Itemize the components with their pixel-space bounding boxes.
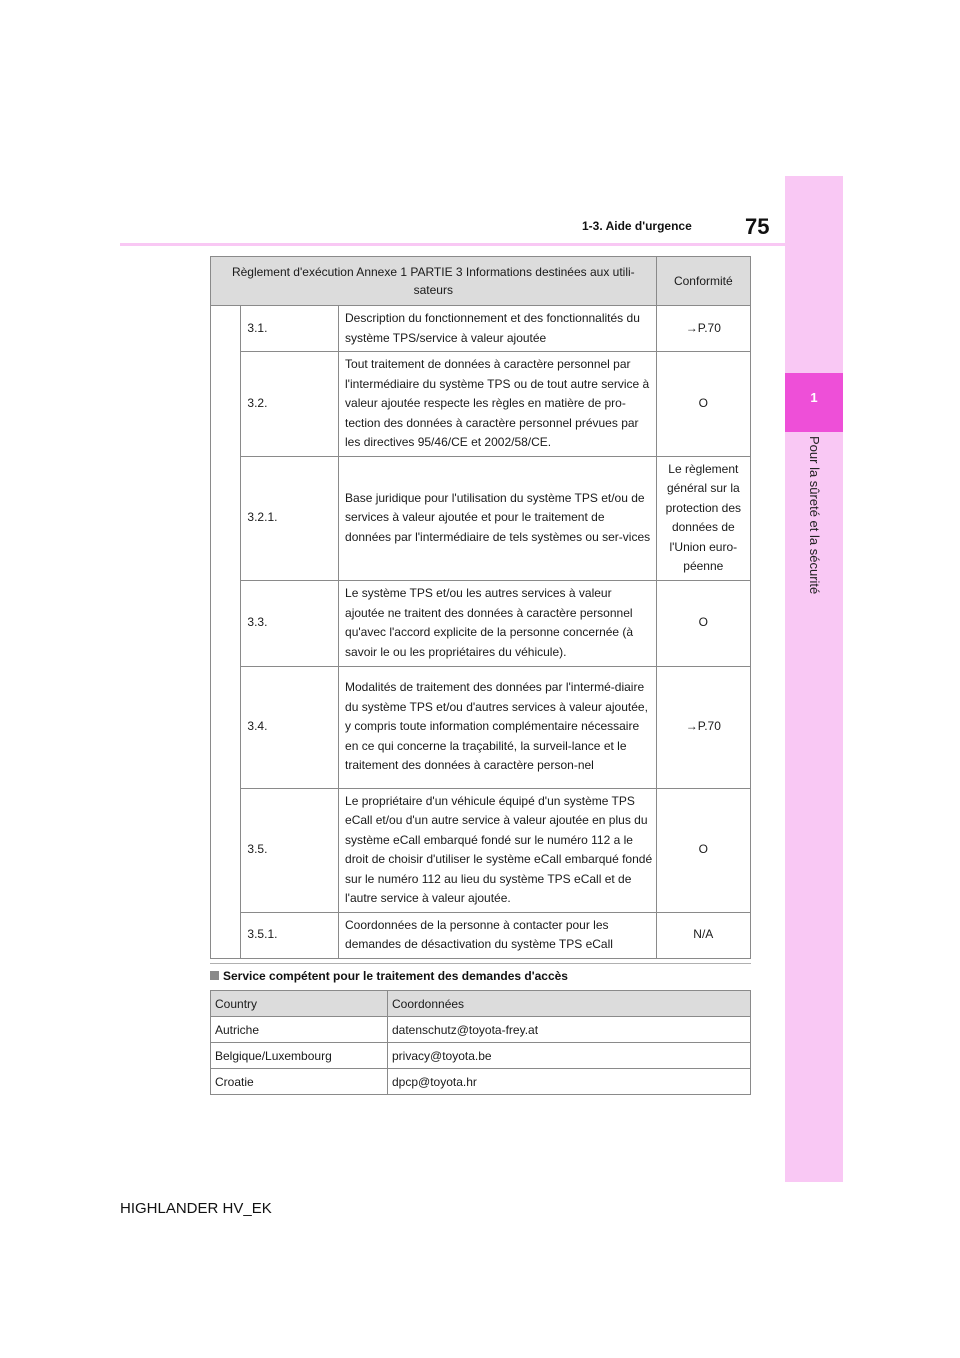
table-header-row	[211, 991, 751, 1017]
country-cell: Belgique/Luxembourg	[211, 1043, 388, 1069]
contact-cell: datenschutz@toyota-frey.at	[388, 1017, 751, 1043]
row-conformity: O	[656, 352, 750, 457]
row-number: 3.2.	[241, 352, 339, 457]
row-number: 3.4.	[241, 666, 339, 788]
contact-table	[210, 990, 751, 1095]
table-row	[211, 1043, 751, 1069]
row-description: Le propriétaire d'un véhicule équipé d'un système TPS eCall et/ou d'un autre service à valeur ajoutée en plus du système eCall embarqué fondé sur le numéro 112 a le droit de choisir d'utiliser le système eCall embarqué fondé sur le numéro 112 au lieu du système TPS eCall et de l'autre service à valeur ajoutée.	[339, 788, 657, 912]
chapter-tab-label: Pour la sûreté et la sécurité	[807, 436, 822, 595]
table-header-cell: Conformité	[656, 257, 750, 306]
table-header-cell: Country	[211, 991, 388, 1017]
row-description: Le système TPS et/ou les autres services à valeur ajoutée ne traitent des données à caractère personnel qu'avec l'accord explicite de la personne concernée (à savoir le ou les propriétaires du véhicule).	[339, 580, 657, 666]
contact-cell: privacy@toyota.be	[388, 1043, 751, 1069]
table-row	[211, 352, 751, 457]
table-row	[211, 456, 751, 580]
table-indent-cell	[211, 306, 241, 959]
page-number: 75	[745, 214, 770, 239]
chapter-tab-number: 1	[810, 390, 818, 405]
table-row	[211, 306, 751, 352]
row-description: Coordonnées de la personne à contacter pour les demandes de désactivation du système TPS eCall	[339, 912, 657, 958]
table-row	[211, 912, 751, 958]
country-cell: Autriche	[211, 1017, 388, 1043]
row-description: Modalités de traitement des données par l'intermé-diaire du système TPS et/ou d'autres services à valeur ajoutée, y compris toute information complémentaire nécessaire en ce qui concerne la traçabilité, la surveil-lance et le traitement des données à caractère person-nel	[339, 666, 657, 788]
country-cell: Croatie	[211, 1069, 388, 1095]
regulation-table	[210, 256, 751, 959]
table-row	[211, 666, 751, 788]
row-conformity: N/A	[656, 912, 750, 958]
row-conformity: →P.70	[656, 666, 750, 788]
table-header-cell: Règlement d'exécution Annexe 1 PARTIE 3 Informations destinées aux utili-sateurs	[211, 257, 657, 306]
row-description: Base juridique pour l'utilisation du système TPS et/ou de services à valeur ajoutée et pour le traitement de données par l'intermédiaire de tels systèmes ou ser-vices	[339, 456, 657, 580]
subsection-heading-text: Service compétent pour le traitement des demandes d'accès	[223, 969, 568, 983]
row-conformity: Le règlement général sur la protection des données de l'Union euro-péenne	[656, 456, 750, 580]
square-bullet-icon	[210, 971, 219, 980]
row-description: Description du fonctionnement et des fonctionnalités du système TPS/service à valeur ajoutée	[339, 306, 657, 352]
row-description: Tout traitement de données à caractère personnel par l'intermédiaire du système TPS ou de tout autre service à valeur ajoutée respecte les règles en matière de pro-tection des données à caractère personnel prévues par les directives 95/46/CE et 2002/58/CE.	[339, 352, 657, 457]
table-row	[211, 580, 751, 666]
row-number: 3.5.1.	[241, 912, 339, 958]
table-row	[211, 1069, 751, 1095]
row-number: 3.1.	[241, 306, 339, 352]
row-conformity: →P.70	[656, 306, 750, 352]
header-rule	[120, 243, 785, 246]
row-number: 3.3.	[241, 580, 339, 666]
contact-cell: dpcp@toyota.hr	[388, 1069, 751, 1095]
section-title: 1-3. Aide d'urgence	[582, 219, 692, 233]
footer-model: HIGHLANDER HV_EK	[120, 1200, 272, 1217]
subsection-rule	[210, 963, 751, 964]
subsection-heading	[210, 969, 568, 983]
row-conformity: O	[656, 580, 750, 666]
table-header-cell: Coordonnées	[388, 991, 751, 1017]
row-conformity: O	[656, 788, 750, 912]
table-header-row	[211, 257, 751, 306]
side-strip	[785, 176, 843, 1182]
row-number: 3.2.1.	[241, 456, 339, 580]
table-row	[211, 788, 751, 912]
table-row	[211, 1017, 751, 1043]
row-number: 3.5.	[241, 788, 339, 912]
